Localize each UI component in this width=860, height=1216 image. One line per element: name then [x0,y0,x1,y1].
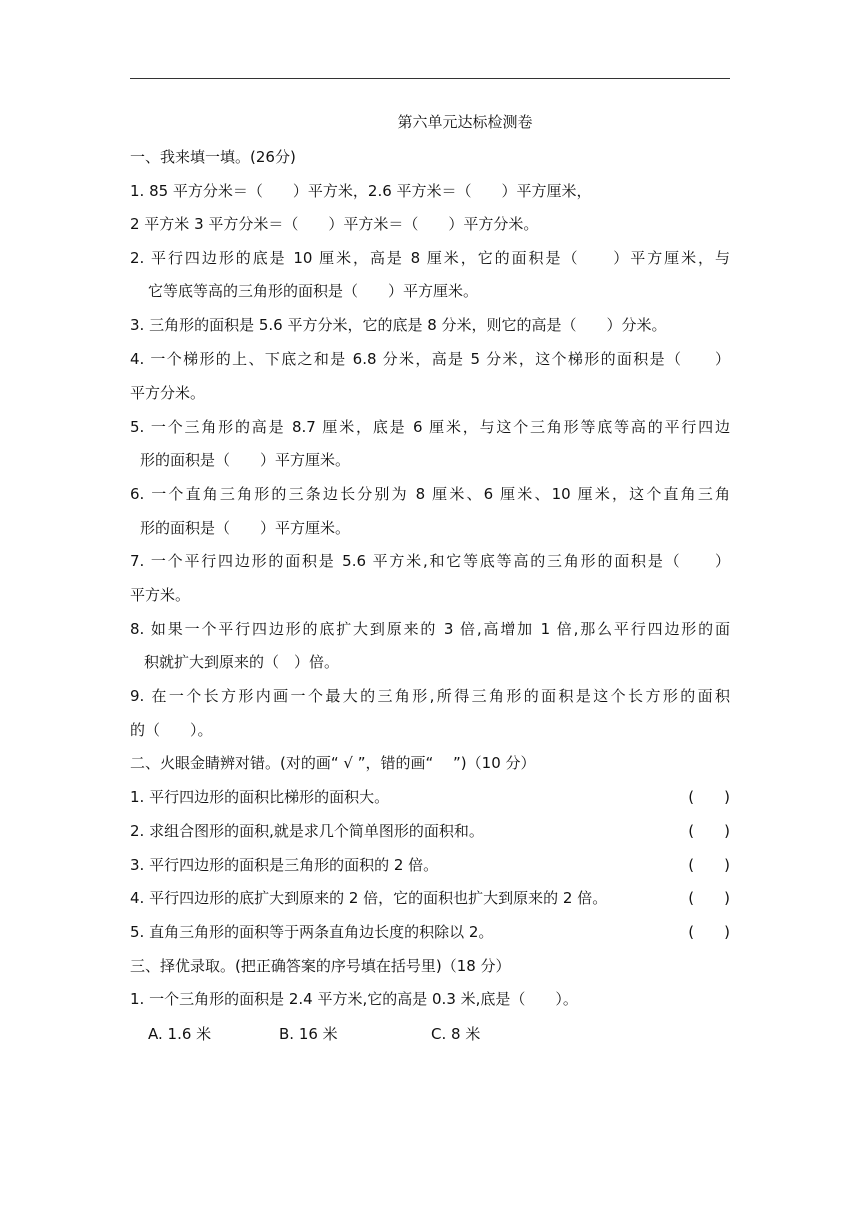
fill-line: 2 平方米 3 平方分米＝（ ）平方米＝（ ）平方分米。 [130,215,539,233]
choice-question: 1. 一个三角形的面积是 2.4 平方米,它的高是 0.3 米,底是（ ）。 [130,990,578,1008]
answer-parentheses[interactable]: ( ) [688,889,730,907]
answer-parentheses[interactable]: ( ) [688,856,730,874]
fill-line: 2. 平行四边形的底是 10 厘米，高是 8 厘米，它的面积是（ ）平方厘米，与 [130,249,730,267]
page-title: 第六单元达标检测卷 [397,113,533,131]
fill-line: 平方米。 [130,586,191,604]
fill-line: 9. 在一个长方形内画一个最大的三角形,所得三角形的面积是这个长方形的面积 [130,687,730,705]
section1-heading: 一、我来填一填。(26分) [130,148,296,166]
fill-line: 6. 一个直角三角形的三条边长分别为 8 厘米、6 厘米、10 厘米，这个直角三角 [130,485,730,503]
judge-item: 2. 求组合图形的面积,就是求几个简单图形的面积和。 [130,822,484,840]
fill-line: 形的面积是（ ）平方厘米。 [140,519,351,537]
fill-line: 积就扩大到原来的（ ）倍。 [144,653,340,671]
judge-item: 3. 平行四边形的面积是三角形的面积的 2 倍。 [130,856,439,874]
fill-line: 5. 一个三角形的高是 8.7 厘米，底是 6 厘米，与这个三角形等底等高的平行四边 [130,418,730,436]
judge-item: 5. 直角三角形的面积等于两条直角边长度的积除以 2。 [130,923,494,941]
judge-item: 1. 平行四边形的面积比梯形的面积大。 [130,788,390,806]
fill-line: 7. 一个平行四边形的面积是 5.6 平方米,和它等底等高的三角形的面积是（ ） [130,552,730,570]
fill-line: 1. 85 平方分米＝（ ）平方米，2.6 平方米＝（ ）平方厘米， [130,182,592,200]
section3-heading: 三、择优录取。(把正确答案的序号填在括号里)（18 分） [130,957,511,975]
fill-line: 平方分米。 [130,384,206,402]
option-b[interactable]: B. 16 米 [279,1025,338,1043]
answer-parentheses[interactable]: ( ) [688,923,730,941]
fill-line: 8. 如果一个平行四边形的底扩大到原来的 3 倍,高增加 1 倍,那么平行四边形的面 [130,620,730,638]
fill-line: 它等底等高的三角形的面积是（ ）平方厘米。 [148,282,479,300]
fill-line: 形的面积是（ ）平方厘米。 [140,451,351,469]
option-c[interactable]: C. 8 米 [431,1025,481,1043]
fill-line: 4. 一个梯形的上、下底之和是 6.8 分米，高是 5 分米，这个梯形的面积是（ ） [130,350,730,368]
option-a[interactable]: A. 1.6 米 [148,1025,212,1043]
fill-line: 3. 三角形的面积是 5.6 平方分米，它的底是 8 分米，则它的高是（ ）分米。 [130,316,667,334]
answer-parentheses[interactable]: ( ) [688,788,730,806]
answer-parentheses[interactable]: ( ) [688,822,730,840]
header-rule [130,78,730,79]
judge-item: 4. 平行四边形的底扩大到原来的 2 倍，它的面积也扩大到原来的 2 倍。 [130,889,608,907]
fill-line: 的（ ）。 [130,721,213,739]
section2-heading: 二、火眼金睛辨对错。(对的画“ √ ”，错的画“ ”)（10 分） [130,754,536,772]
